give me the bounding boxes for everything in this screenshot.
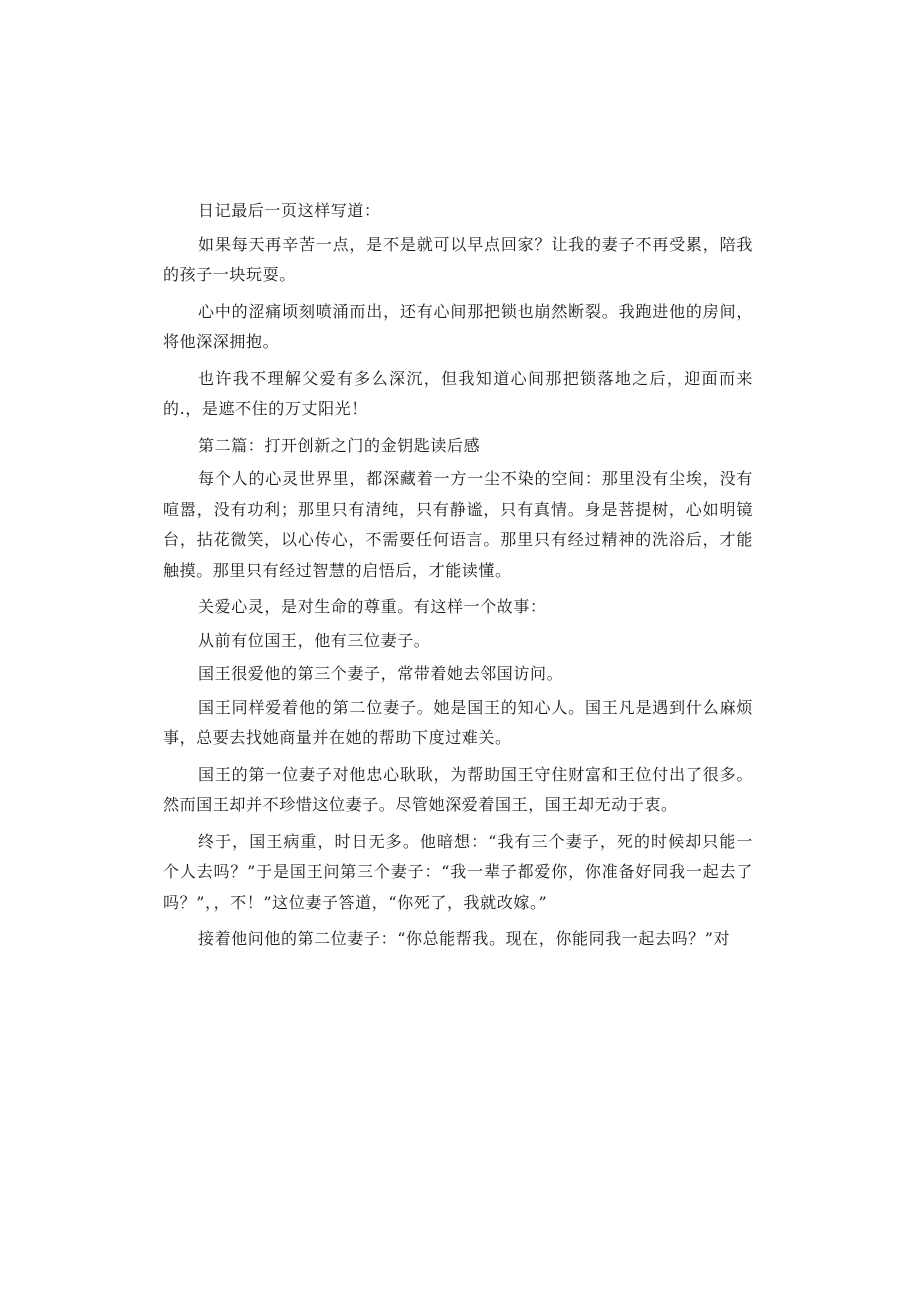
paragraph-8: 国王很爱他的第三个妻子，常带着她去邻国访问。 <box>198 664 564 683</box>
paragraph-5: 每个人的心灵世界里，都深藏着一方一尘不染的空间：那里没有尘埃，没有喧嚣，没有功利；那里只有清纯，只有静谧，只有真情。身是菩提树，心如明镜台，拈花微笑，以心传心，不需要任何语言。那里只有经过精神的洗浴后，才能触摸。那里只有经过智慧的启悟后，才能读懂。 <box>163 469 753 580</box>
paragraph-12: 接着他问他的第二位妻子：“你总能帮我。现在，你能同我一起去吗？”对 <box>198 929 731 948</box>
paragraph-2: 如果每天再辛苦一点，是不是就可以早点回家？让我的妻子不再受累，陪我的孩子一块玩耍。 <box>163 234 753 284</box>
paragraph-4: 也许我不理解父爱有多么深沉，但我知道心间那把锁落地之后，迎面而来的.，是遮不住的万丈阳光！ <box>163 368 753 418</box>
paragraph-1: 日记最后一页这样写道： <box>198 201 381 220</box>
paragraph-6: 关爱心灵，是对生命的尊重。有这样一个故事： <box>198 597 547 616</box>
paragraph-3: 心中的涩痛顷刻喷涌而出，还有心间那把锁也崩然断裂。我跑进他的房间，将他深深拥抱。 <box>163 301 753 351</box>
paragraph-7: 从前有位国王，他有三位妻子。 <box>198 630 431 650</box>
section-heading: 第二篇：打开创新之门的金钥匙读后感 <box>198 435 481 455</box>
paragraph-11: 终于，国王病重，时日无多。他暗想：“我有三个妻子，死的时候却只能一个人去吗？”于是国王问第三个妻子：“我一辈子都爱你，你准备好同我一起去了吗？”，，不！”这位妻子答道，“你死了，我就改嫁。” <box>163 831 753 912</box>
paragraph-9: 国王同样爱着他的第二位妻子。她是国王的知心人。国王凡是遇到什么麻烦事，总要去找她商量并在她的帮助下度过难关。 <box>163 697 753 747</box>
document-body <box>163 196 753 961</box>
paragraph-10: 国王的第一位妻子对他忠心耿耿，为帮助国王守住财富和王位付出了很多。然而国王却并不珍惜这位妻子。尽管她深爱着国王，国王却无动于衷。 <box>163 764 753 814</box>
